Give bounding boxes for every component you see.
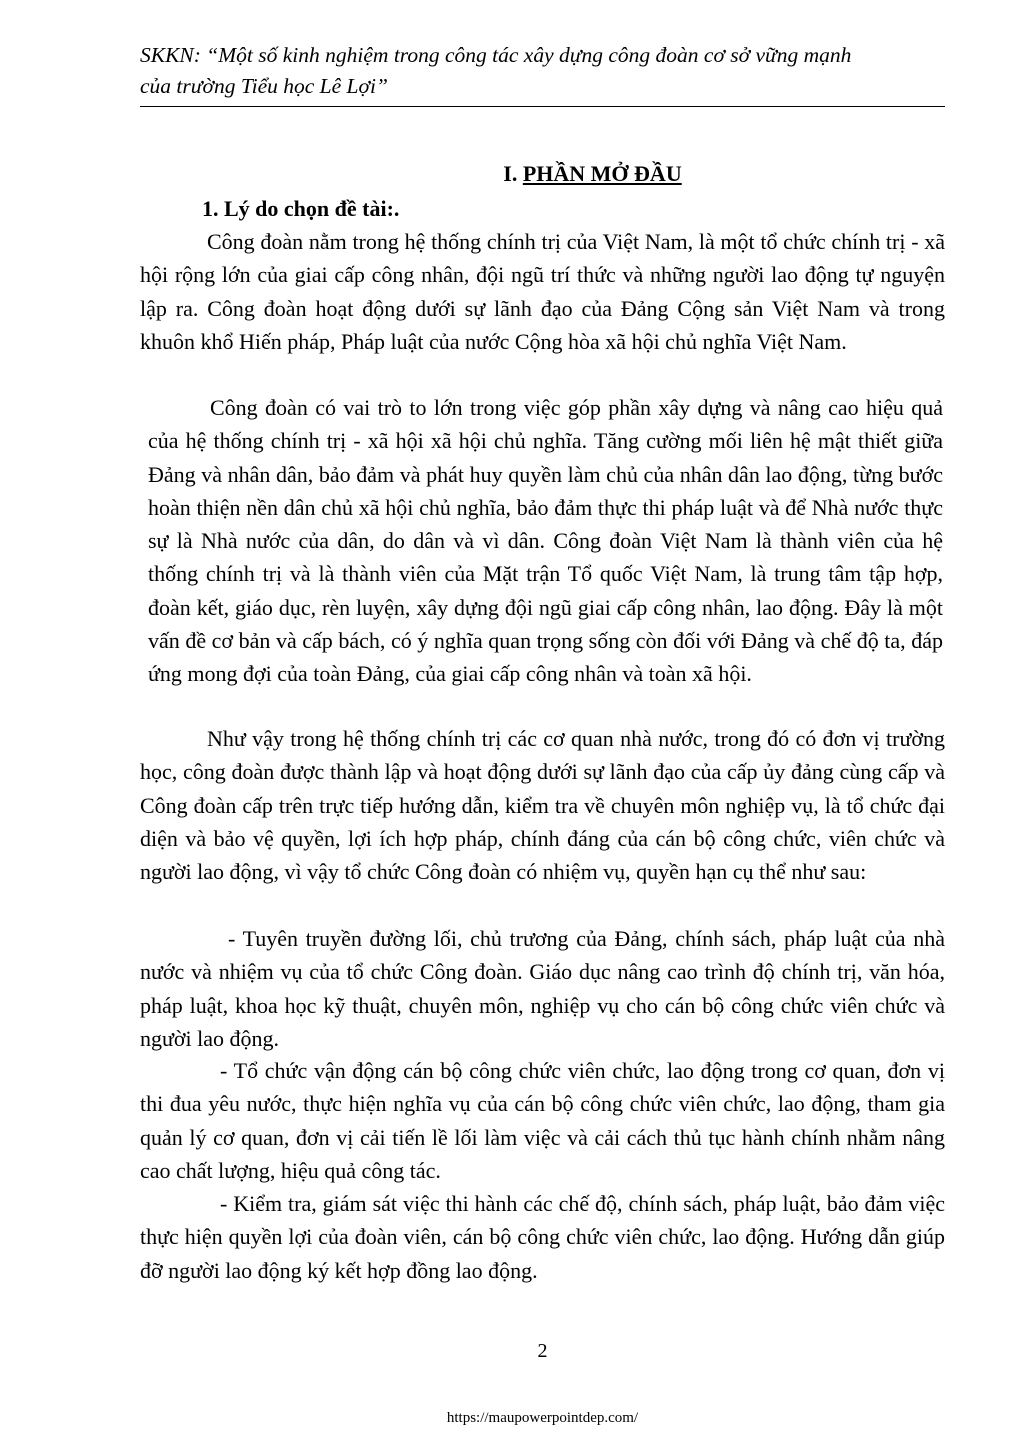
section-heading: 1. Lý do chọn đề tài:. (202, 196, 400, 221)
part-title (140, 158, 945, 190)
header-line-2: của trường Tiểu học Lê Lợi” (140, 74, 388, 98)
header-line-1: SKKN: “Một số kinh nghiệm trong công tác xây dựng công đoàn cơ sở vững mạnh (140, 43, 852, 67)
footer-url[interactable]: https://maupowerpointdep.com/ (446, 1410, 639, 1426)
title-underlined: PHẦN MỞ ĐẦU (522, 161, 682, 186)
bullet-paragraph-2: - Tổ chức vận động cán bộ công chức viên chức, lao động trong cơ quan, đơn vị thi đua yêu nước, thực hiện nghĩa vụ của cán bộ công chức viên chức, lao động, tham gia quản lý cơ quan, đơn vị cải tiến lề lối làm việc và cải cách thủ tục hành chính nhằm nâng cao chất lượng, hiệu quả công tác. (140, 1058, 945, 1183)
bullet-paragraph-3: - Kiểm tra, giám sát việc thi hành các chế độ, chính sách, pháp luật, bảo đảm việc thực hiện quyền lợi của đoàn viên, cán bộ công chức viên chức, lao động. Hướng dẫn giúp đỡ người lao động ký kết hợp đồng lao động. (140, 1191, 945, 1283)
page-number: 2 (537, 1340, 548, 1362)
running-header (140, 40, 945, 102)
title-prefix: I. (503, 161, 523, 186)
header-divider (140, 106, 945, 107)
paragraph-1: Công đoàn nằm trong hệ thống chính trị của Việt Nam, là một tổ chức chính trị - xã hội rộng lớn của giai cấp công nhân, đội ngũ trí thức và những người lao động tự nguyện lập ra. Công đoàn hoạt động dưới sự lãnh đạo của Đảng Cộng sản Việt Nam và trong khuôn khổ Hiến pháp, Pháp luật của nước Cộng hòa xã hội chủ nghĩa Việt Nam. (140, 229, 945, 354)
bullet-paragraph-1: - Tuyên truyền đường lối, chủ trương của Đảng, chính sách, pháp luật của nhà nước và nhiệm vụ của tổ chức Công đoàn. Giáo dục nâng cao trình độ chính trị, văn hóa, pháp luật, khoa học kỹ thuật, chuyên môn, nghiệp vụ cho cán bộ công chức viên chức và người lao động. (140, 926, 945, 1051)
paragraph-2: Công đoàn có vai trò to lớn trong việc góp phần xây dựng và nâng cao hiệu quả của hệ thống chính trị - xã hội xã hội chủ nghĩa. Tăng cường mối liên hệ mật thiết giữa Đảng và nhân dân, bảo đảm và phát huy quyền làm chủ của nhân dân lao động, từng bước hoàn thiện nền dân chủ xã hội chủ nghĩa, bảo đảm thực thi pháp luật và để Nhà nước thực sự là Nhà nước của dân, do dân và vì dân. Công đoàn Việt Nam là thành viên của hệ thống chính trị và là thành viên của Mặt trận Tổ quốc Việt Nam, là trung tâm tập hợp, đoàn kết, giáo dục, rèn luyện, xây dựng đội ngũ giai cấp công nhân, lao động. Đây là một vấn đề cơ bản và cấp bách, có ý nghĩa quan trọng sống còn đối với Đảng và chế độ ta, đáp ứng mong đợi của toàn Đảng, của giai cấp công nhân và toàn xã hội. (148, 395, 943, 687)
paragraph-3: Như vậy trong hệ thống chính trị các cơ quan nhà nước, trong đó có đơn vị trường học, công đoàn được thành lập và hoạt động dưới sự lãnh đạo của cấp ủy đảng cùng cấp và Công đoàn cấp trên trực tiếp hướng dẫn, kiểm tra về chuyên môn nghiệp vụ, là tổ chức đại diện và bảo vệ quyền, lợi ích hợp pháp, chính đáng của cán bộ công chức, viên chức và người lao động, vì vậy tổ chức Công đoàn có nhiệm vụ, quyền hạn cụ thể như sau: (140, 726, 945, 885)
